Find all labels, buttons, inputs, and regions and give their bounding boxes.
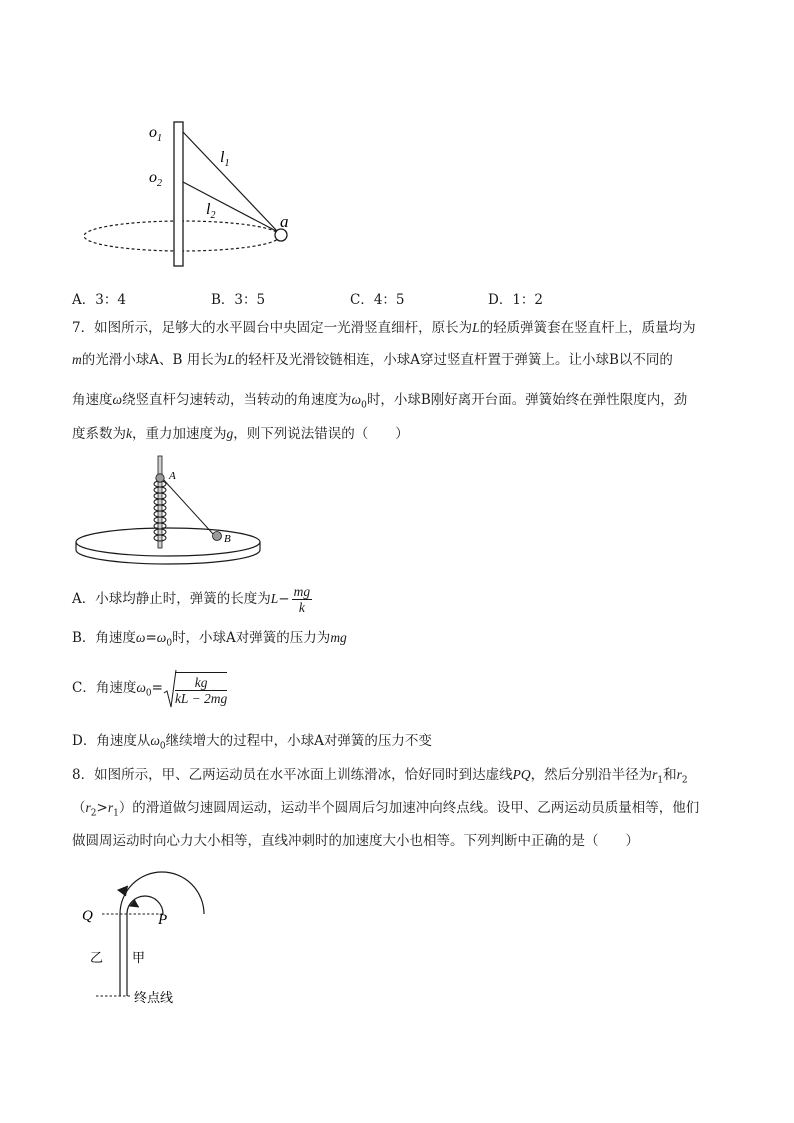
string-l1 (183, 132, 278, 232)
label-p: P (158, 912, 168, 928)
q8-line-2: $(r_2>r_1)$的滑道做匀速圆周运动，运动半个圆周后匀加速冲向终点线。设甲、乙两运动员质量相等，他们 (72, 800, 700, 819)
label-a: a (280, 212, 289, 231)
inner-arrow-icon (130, 900, 139, 907)
q7-option-b[interactable]: B．角速度$\omega=\omega_0$时，小球A对弹簧的压力为mg (72, 630, 347, 649)
q7-line-1: 7．如图所示，足够大的水平圆台中央固定一光滑竖直细杆，原长为L的轻质弹簧套在竖直杆上，质量均为 (72, 320, 696, 336)
q7-line-4: 度系数为k，重力加速度为g，则下列说法错误的（ ） (72, 426, 409, 442)
string-l2 (183, 182, 278, 232)
q8-line-3: 做圆周运动时向心力大小相等，直线冲刺时的加速度大小也相等。下列判断中正确的是（ ） (72, 833, 639, 849)
outer-track-arc (120, 872, 204, 996)
label-q: Q (82, 908, 93, 924)
sqrt-expression: $\frac{kg}{kL - 2mg}$ (163, 669, 227, 709)
vertical-rod (174, 122, 183, 266)
light-rod (162, 478, 214, 535)
label-l1: $l_1$ (220, 149, 230, 169)
q7-figure (72, 452, 267, 570)
outer-arrow-icon (118, 886, 128, 896)
q7-option-d[interactable]: D．角速度从$\omega_0$继续增大的过程中，小球A对弹簧的压力不变 (72, 733, 432, 752)
label-l2: $l_2$ (206, 201, 216, 221)
label-o1: $o_1$ (149, 124, 162, 144)
q8-figure (80, 862, 220, 1012)
q7-line-3: 角速度ω绕竖直杆匀速转动，当转动的角速度为$\omega_0$时，小球B刚好离开台面。弹簧始终在弹性限度内，劲 (72, 392, 688, 411)
ball-a (156, 474, 164, 482)
label-jia: 甲 (132, 951, 146, 966)
q6-option-d[interactable]: D．1：2 (488, 292, 544, 308)
label-a: A (169, 470, 176, 482)
q6-option-b[interactable]: B．3：5 (211, 292, 266, 308)
q8-line-1: 8．如图所示，甲、乙两运动员在水平冰面上训练滑冰，恰好同时到达虚线PQ，然后分别沿半径为$r_1$和$r_2$ (72, 767, 688, 786)
q7-option-a[interactable]: A．小球均静止时，弹簧的长度为L− $\frac{mg}{k}$ (72, 584, 311, 615)
label-o2: $o_2$ (149, 169, 162, 189)
q7-option-c[interactable]: C．角速度$\omega_0=$ $\frac{kg}{kL - 2mg}$ (72, 668, 227, 714)
label-yi: 乙 (90, 951, 104, 966)
q6-option-a[interactable]: A．3：4 (72, 292, 126, 308)
ball-b (213, 532, 222, 541)
q6-option-c[interactable]: C．4：5 (350, 292, 405, 308)
q6-figure (72, 110, 312, 275)
turntable-top (76, 528, 260, 556)
q7-line-2: m的光滑小球A、B 用长为L的轻杆及光滑铰链相连，小球A穿过竖直杆置于弹簧上。让小球B以不同的 (72, 352, 673, 368)
label-b: B (224, 533, 231, 545)
center-rod (158, 456, 162, 548)
label-finish-line: 终点线 (134, 991, 174, 1006)
inner-track-arc (127, 896, 163, 996)
